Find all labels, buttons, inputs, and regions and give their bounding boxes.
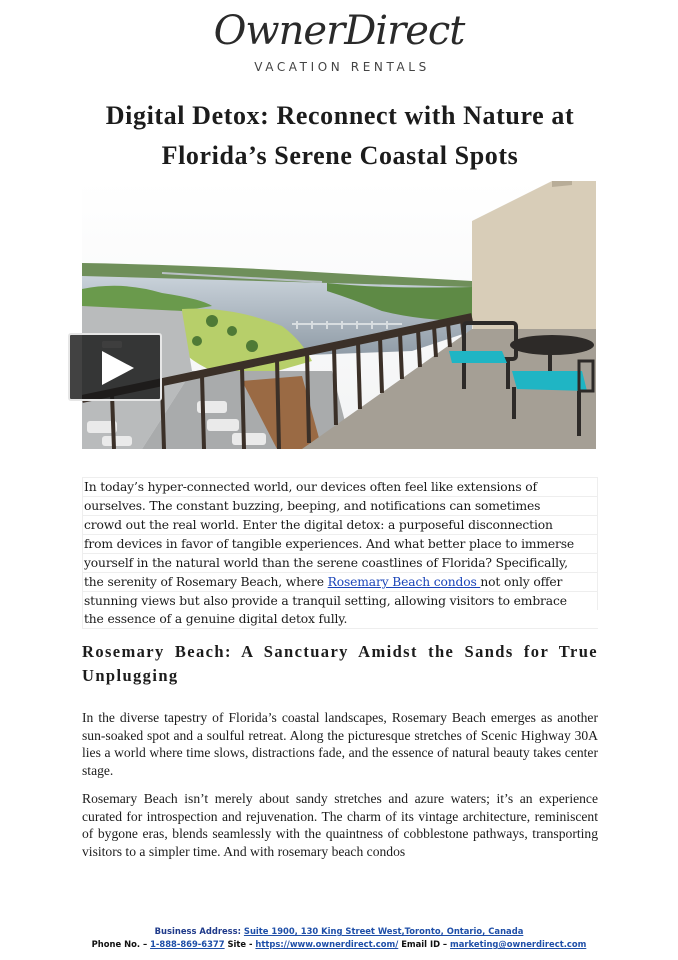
brand-logo: [0, 8, 678, 74]
website-link[interactable]: https://www.ownerdirect.com/: [255, 939, 399, 949]
balcony-view-illustration: [82, 181, 596, 449]
play-icon: [100, 349, 136, 387]
intro-paragraph: [82, 477, 598, 629]
intro-line: crowd out the real world. Enter the digital detox: a purposeful disconnection: [82, 515, 598, 534]
article-title: [70, 96, 610, 176]
logo-tagline: VACATION RENTALS: [254, 60, 430, 74]
site-label: Site -: [224, 939, 256, 949]
hero-image: [82, 181, 596, 449]
section-heading: Rosemary Beach: A Sanctuary Amidst the Sands for True Unplugging: [82, 642, 598, 685]
title-line-2: Florida’s Serene Coastal Spots: [161, 141, 519, 170]
intro-line: the essence of a genuine digital detox fully.: [82, 610, 598, 629]
footer-address-line: [0, 925, 678, 938]
video-play-button[interactable]: [68, 333, 162, 401]
page-footer: [0, 925, 678, 951]
body-paragraph: In the diverse tapestry of Florida’s coastal landscapes, Rosemary Beach emerges as another sun-soaked spot and a soulful retreat. Along the picturesque stretches of Scenic Highway 30A lies a world where time slows, distractions fade, and the essence of natural beauty takes center stage.: [82, 710, 598, 778]
rosemary-beach-condos-link[interactable]: Rosemary Beach condos: [327, 575, 481, 589]
address-link[interactable]: Suite 1900, 130 King Street West,Toronto, Ontario, Canada: [243, 926, 524, 936]
footer-contact-line: [0, 938, 678, 951]
intro-line: In today’s hyper-connected world, our devices often feel like extensions of: [82, 477, 598, 496]
body-paragraph: Rosemary Beach isn’t merely about sandy stretches and azure waters; it’s an experience curated for introspection and rejuvenation. The charm of its vintage architecture, reminiscent of bygone eras, blends seamlessly with the quaintness of cobblestone pathways, transporting visitors to a simpler time. And with rosemary beach condos: [82, 791, 598, 859]
intro-line: from devices in favor of tangible experiences. And what better place to immerse: [82, 534, 598, 553]
intro-line: [82, 572, 598, 591]
phone-link[interactable]: 1-888-869-6377: [150, 939, 225, 949]
intro-line: yourself in the natural world than the serene coastlines of Florida? Specifically,: [82, 553, 598, 572]
phone-label: Phone No. –: [91, 939, 151, 949]
intro-line: stunning views but also provide a tranquil setting, allowing visitors to embrace: [82, 591, 598, 610]
intro-text: not only offer: [480, 575, 563, 589]
intro-text: the serenity of Rosemary Beach, where: [84, 575, 328, 589]
logo-wordmark: OwnerDirect: [213, 8, 465, 54]
intro-line: ourselves. The constant buzzing, beeping, and notifications can sometimes: [82, 496, 598, 515]
email-label: Email ID –: [398, 939, 451, 949]
address-label: Business Address:: [154, 926, 244, 936]
title-line-1: Digital Detox: Reconnect with Nature at: [105, 101, 575, 130]
email-link[interactable]: marketing@ownerdirect.com: [450, 939, 587, 949]
